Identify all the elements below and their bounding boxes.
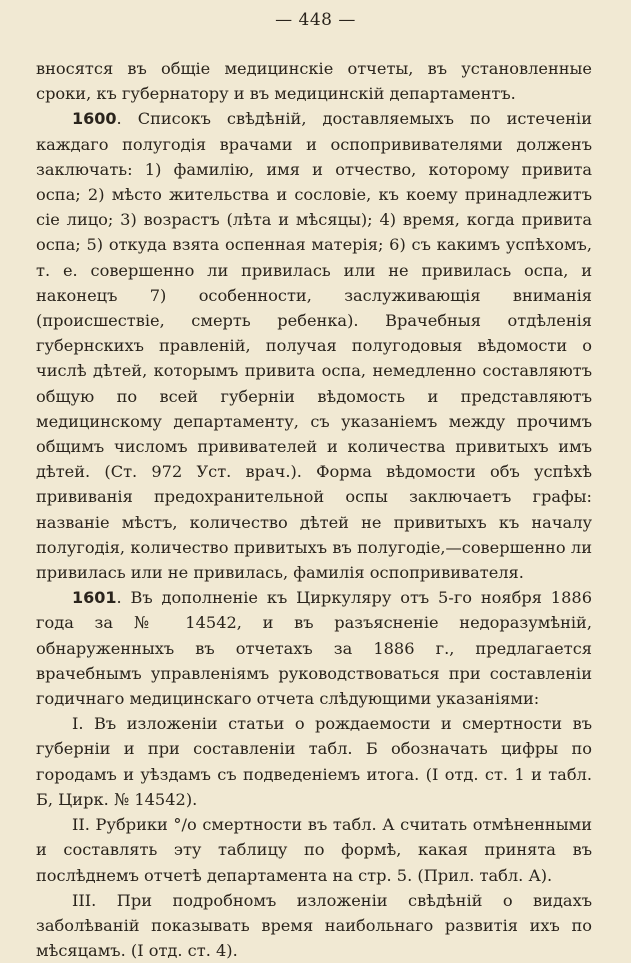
section-1601-item-3: III. При подробномъ изложеніи свѣдѣній о видахъ заболѣваній показывать время наибольнаго развитія ихъ по мѣсяцамъ. (I отд. ст. 4).: [36, 890, 592, 961]
section-1601-item-1: I. Въ изложеніи статьи о рождаемости и смертности въ губерніи и при составленіи табл. Б обозначать цифры по городамъ и уѣздамъ съ подведеніемъ итога. (I отд. ст. 1 и табл. Б, Цирк. № 14542).: [36, 714, 592, 809]
section-1600-text: . Списокъ свѣдѣній, доставляемыхъ по истеченіи каждаго полугодія врачами и оспопрививателями долженъ заключать: 1) фамилію, имя и отчество, которому привита оспа; 2) мѣсто жительства и сословіе, къ коему принадлежитъ сіе лицо; 3) возрастъ (лѣта и мѣсяцы); 4) время, когда привита оспа; 5) откуда взята оспенная матерія; 6) съ какимъ успѣхомъ, т. е. совершенно ли привилась или не привилась оспа, и наконецъ 7) особенности, заслуживающія вниманія (происшествіе, смерть ребенка). Врачебныя отдѣленія губернскихъ правленій, получая полугодовыя вѣдомости о числѣ дѣтей, которымъ привита оспа, немедленно составляютъ общую по всей губерніи вѣдомость и представляютъ медицинскому департаменту, съ указаніемъ между прочимъ общимъ числомъ прививателей и количества привитыхъ имъ дѣтей. (Ст. 972 Уст. врач.). Форма вѣдомости объ успѣхѣ прививанія предохранительной оспы заключаетъ графы: названіе мѣстъ, количество дѣтей не привитыхъ къ началу полугодія, количество привитыхъ въ полугодіе,—совершенно ли привилась или не привилась, фамилія оспопрививателя.: [36, 109, 592, 583]
section-1601: [36, 585, 592, 711]
continuation-paragraph: вносятся въ общіе медицинскіе отчеты, въ установленные сроки, къ губернатору и въ медицинскій департаментъ.: [36, 59, 592, 104]
section-1600: [36, 106, 592, 585]
section-number-1601: 1601: [72, 588, 117, 608]
section-1601-item-2: II. Рубрики °/о смертности въ табл. А считать отмѣненными и составлять эту таблицу по формѣ, какая принята въ послѣднемъ отчетѣ департамента на стр. 5. (Прил. табл. А).: [36, 815, 592, 885]
section-1601-text: . Въ дополненіе къ Циркуляру отъ 5-го ноября 1886 года за № 14542, и въ разъясненіе недоразумѣній, обнаруженныхъ въ отчетахъ за 1886 г., предлагается врачебнымъ управленіямъ руководствоваться при составленіи годичнаго медицинскаго отчета слѣдующими указаніями:: [36, 588, 592, 709]
page-body: [36, 56, 592, 963]
section-number-1600: 1600: [72, 109, 117, 129]
page-number: — 448 —: [275, 10, 356, 30]
